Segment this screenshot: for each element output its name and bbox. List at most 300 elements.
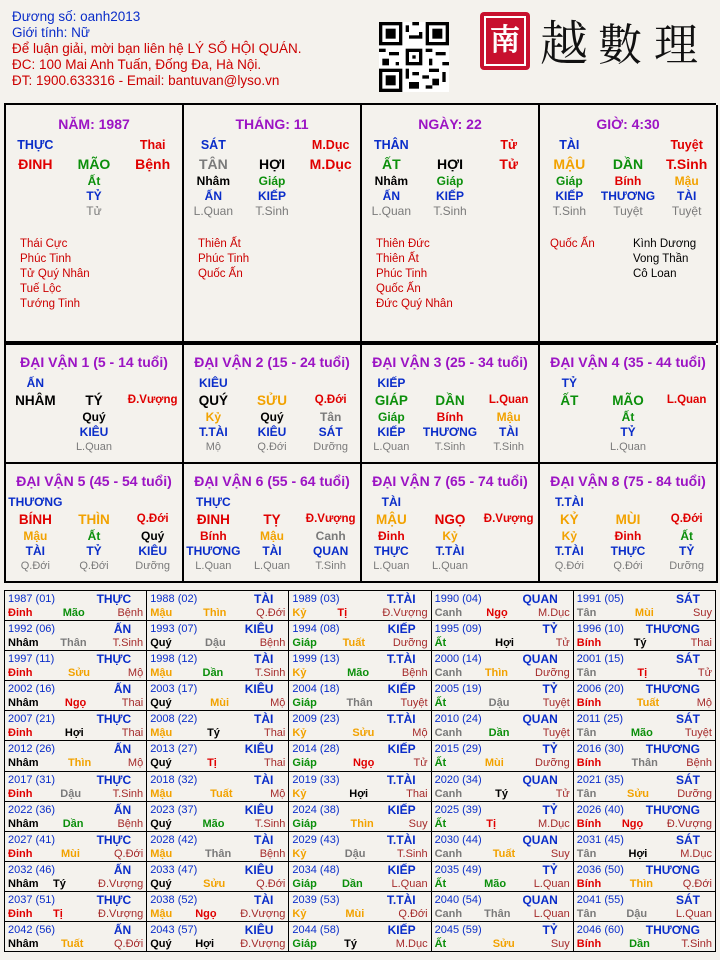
year-vong: Bệnh <box>401 667 428 680</box>
dai-van-can-chi-cell: L.Quan <box>488 394 529 406</box>
dai-van-can-chi <box>184 391 360 410</box>
year-can: Kỷ <box>292 667 307 680</box>
year-chi: Thân <box>60 637 87 650</box>
year-can: Tân <box>576 787 597 800</box>
dai-van-thap-than <box>184 495 360 510</box>
dai-van-tang-can-cell: Kỷ <box>442 529 458 543</box>
pillar-thap-than-cell <box>243 136 302 155</box>
dai-van-tang-can-cell: Bính <box>199 529 227 543</box>
year-chi: Hợi <box>64 727 84 740</box>
year-label: 1998 (12) <box>150 653 198 666</box>
year-thap-than: QUAN <box>522 592 558 606</box>
dai-van-vong-cell <box>540 440 599 455</box>
year-cell <box>5 892 147 922</box>
year-vong: Suy <box>408 817 428 830</box>
year-vong: Thai <box>263 757 286 770</box>
year-cell <box>147 651 289 681</box>
year-thap-than: KIẾP <box>387 742 416 757</box>
year-can: Nhâm <box>8 877 39 890</box>
pillar-thap-than-cell: SÁT <box>200 138 226 152</box>
pillar-tang-than <box>540 189 716 204</box>
year-can: Tân <box>576 907 597 920</box>
year-label: 2012 (26) <box>8 743 56 756</box>
year-can: Giáp <box>292 937 317 950</box>
year-vong: Suy <box>693 607 712 619</box>
year-vong: Tuyệt <box>400 697 428 710</box>
year-cell <box>5 772 147 802</box>
dai-van-vong <box>6 559 182 574</box>
year-can: Bính <box>576 637 602 650</box>
year-label: 2033 (47) <box>150 863 198 876</box>
year-vong: Bệnh <box>686 757 712 770</box>
year-vong: Mộ <box>270 697 286 710</box>
dai-van-tang-can-cell: Mậu <box>496 410 521 424</box>
dai-van-vong <box>184 440 360 455</box>
year-vong: Bệnh <box>259 847 286 860</box>
year-thap-than: ẤN <box>113 622 132 637</box>
year-cell <box>574 651 716 681</box>
year-thap-than: SÁT <box>675 712 700 727</box>
dai-van-can-chi-cell: BÍNH <box>18 512 52 527</box>
dai-van-vong-cell: Mộ <box>205 441 221 453</box>
dai-van-can-chi-cell: MẬU <box>375 512 407 527</box>
year-cell <box>5 711 147 741</box>
year-vong: Q.Đới <box>113 937 144 950</box>
year-vong: Tuyệt <box>684 727 712 740</box>
pillar-stars <box>362 237 538 312</box>
year-thap-than: THƯƠNG <box>645 742 700 757</box>
year-can: Tân <box>576 607 597 619</box>
year-thap-than: QUAN <box>522 652 558 667</box>
year-vong: Mộ <box>127 667 144 680</box>
year-label: 2023 (37) <box>150 803 198 816</box>
year-cell <box>147 922 289 952</box>
year-thap-than: KIÊU <box>244 802 274 817</box>
year-label: 2043 (57) <box>150 923 198 936</box>
year-label: 1987 (01) <box>8 593 56 605</box>
dai-van-thap-than <box>6 376 182 391</box>
dai-van-vong-cell: Q.Đới <box>257 441 287 453</box>
year-thap-than: KIÊU <box>244 622 274 637</box>
year-can: Canh <box>434 727 463 740</box>
dai-van-can-chi-cell: ĐINH <box>196 512 230 527</box>
dai-van-thap-than-cell <box>421 495 480 510</box>
year-cell <box>5 651 147 681</box>
pillar-thap-than-cell <box>65 136 124 155</box>
dai-van-tang-than-cell: TỶ <box>620 425 636 439</box>
year-chi: Mùi <box>345 907 365 920</box>
year-cell <box>574 681 716 711</box>
dai-van-tang-than-cell <box>657 425 716 440</box>
year-cell <box>432 741 574 771</box>
pillar-vong-cell: Tử <box>86 204 102 218</box>
pillar-tang-can-cell: Bính <box>614 174 642 188</box>
year-chi: Thân <box>484 907 511 920</box>
year-vong: T.Sinh <box>681 937 712 950</box>
dai-van-7 <box>362 464 540 583</box>
year-chi: Tý <box>495 787 508 800</box>
year-chi: Sửu <box>67 667 90 680</box>
dai-van-tang-than-cell: THỰC <box>374 544 409 558</box>
year-chi: Dậu <box>344 847 366 860</box>
year-chi: Dần <box>341 877 363 890</box>
dai-van-tang-than-cell: KIÊU <box>79 425 109 439</box>
year-label: 2036 (50) <box>576 863 624 876</box>
year-chi: Thân <box>204 847 232 860</box>
year-can: Ất <box>434 637 447 650</box>
year-cell <box>289 832 431 862</box>
dai-van-vong <box>6 440 182 455</box>
year-can: Quý <box>150 697 172 710</box>
year-label: 2020 (34) <box>434 773 482 786</box>
year-cell <box>432 802 574 832</box>
year-vong: Bệnh <box>117 817 144 830</box>
pillar-tang-can-cell <box>123 174 182 189</box>
year-label: 2032 (46) <box>8 863 56 876</box>
dai-van-tang-can-cell: Kỷ <box>205 410 221 424</box>
dai-van-vong <box>362 440 538 455</box>
phone-email-line: ĐT: 1900.633316 - Email: bantuvan@lyso.vn <box>12 73 280 88</box>
pillar-vong-cell: T.Sinh <box>552 204 586 218</box>
year-chi: Sửu <box>203 877 226 890</box>
pillar-can-chi-cell: ĐINH <box>18 156 53 172</box>
dai-van-tang-than-cell: KIÊU <box>257 425 287 439</box>
pillar-can-chi-cell: M.Dục <box>309 156 352 172</box>
dai-van-vong-cell <box>6 440 65 455</box>
year-can: Canh <box>434 907 463 920</box>
dai-van-thap-than-cell: ẤN <box>26 376 44 390</box>
year-can: Kỷ <box>292 787 307 800</box>
pillar-stars <box>6 237 182 312</box>
year-label: 2007 (21) <box>8 713 56 726</box>
year-chi: Dậu <box>626 907 648 920</box>
year-can: Nhâm <box>8 757 39 770</box>
pillar-can-chi-cell: HỢI <box>437 156 463 172</box>
year-label: 2035 (49) <box>434 863 482 876</box>
year-chi: Dần <box>629 937 650 950</box>
dai-van-tang-can-cell: Canh <box>315 529 346 543</box>
pillar-vong-cell <box>479 204 538 219</box>
year-chi: Ngọ <box>195 907 217 920</box>
year-vong: T.Sinh <box>397 847 428 860</box>
pillar-title: THÁNG: 11 <box>235 116 309 132</box>
year-can: Quý <box>150 937 172 950</box>
dai-van-can-chi-cell: SỬU <box>257 393 287 408</box>
pillar-vong-cell: L.Quan <box>371 204 412 218</box>
year-chi: Tý <box>207 727 220 740</box>
pillar-tang-can <box>362 174 538 189</box>
pillar-tang-can-cell: Ất <box>87 174 101 188</box>
year-cell <box>574 802 716 832</box>
dai-van-can-chi-cell: KỶ <box>559 512 579 527</box>
dai-van-tang-can-cell <box>540 410 599 425</box>
year-label: 2015 (29) <box>434 743 482 756</box>
pillar-title: GIỜ: 4:30 <box>596 116 660 132</box>
year-label: 2029 (43) <box>292 833 340 846</box>
pillar-stars <box>184 237 360 282</box>
year-thap-than: TỶ <box>542 802 558 817</box>
year-can: Nhâm <box>8 637 39 650</box>
year-thap-than: T.TÀI <box>386 892 416 907</box>
year-cell <box>5 591 147 621</box>
year-label: 2002 (16) <box>8 683 56 696</box>
pillar-can-chi-cell: Bệnh <box>135 156 171 172</box>
year-cell <box>289 651 431 681</box>
year-chi: Dần <box>202 667 224 680</box>
year-can: Kỷ <box>292 727 307 740</box>
year-thap-than: THƯƠNG <box>645 682 700 697</box>
dai-van-tang-than-cell: T.TÀI <box>198 425 228 439</box>
dai-van-can-chi <box>6 510 182 529</box>
year-label: 2018 (32) <box>150 773 198 786</box>
year-cell <box>147 621 289 651</box>
year-cell <box>147 862 289 892</box>
dai-van-can-chi-cell: TÝ <box>85 393 103 408</box>
dai-van-tang-can <box>362 529 538 544</box>
svg-text:南: 南 <box>490 23 520 58</box>
dai-van-vong-cell: L.Quan <box>431 560 469 572</box>
year-thap-than: ẤN <box>113 682 132 697</box>
year-vong: Q.Đới <box>682 877 712 890</box>
year-thap-than: KIẾP <box>387 682 416 697</box>
svg-text:越: 越 <box>540 16 589 72</box>
dai-van-tang-than-cell: QUAN <box>312 544 349 558</box>
year-cell <box>147 892 289 922</box>
dai-van-tang-can-cell: Quý <box>82 410 106 424</box>
dai-van-thap-than-cell <box>243 376 302 391</box>
dai-van-thap-than-cell: KIÊU <box>198 376 228 390</box>
dai-van-can-chi <box>6 391 182 410</box>
year-chi: Ngọ <box>352 757 375 770</box>
year-vong: Suy <box>550 937 570 950</box>
year-thap-than: T.TÀI <box>386 712 416 727</box>
year-label: 2037 (51) <box>8 893 56 906</box>
year-vong: Dưỡng <box>677 787 712 800</box>
star-item: Quốc Ấn <box>376 283 421 295</box>
dai-van-tang-can <box>540 410 716 425</box>
year-thap-than: TỶ <box>542 922 558 937</box>
gender: Giới tính: Nữ <box>12 25 90 40</box>
year-can: Kỷ <box>292 847 307 860</box>
year-thap-than: KIẾP <box>387 862 416 877</box>
dai-van-vong-cell: L.Quan <box>373 560 410 572</box>
star-item: Thiên Đức <box>376 238 430 250</box>
dai-van-thap-than-cell: KIẾP <box>377 376 406 390</box>
year-can: Nhâm <box>8 697 39 710</box>
pillar-1 <box>6 105 184 343</box>
year-thap-than: THỰC <box>96 652 132 667</box>
year-vong: Tuyệt <box>542 697 570 710</box>
year-cell <box>5 832 147 862</box>
year-thap-than: KIÊU <box>244 922 274 937</box>
year-can: Mậu <box>150 607 173 619</box>
dai-van-title: ĐẠI VẬN 3 (25 - 34 tuổi) <box>372 354 528 370</box>
pillar-can-chi <box>362 155 538 174</box>
year-vong: Đ.Vượng <box>240 907 286 920</box>
dai-van-vong-cell: Q.Đới <box>613 560 643 572</box>
year-can: Đinh <box>8 787 33 800</box>
year-label: 2001 (15) <box>576 653 624 666</box>
year-vong: Q.Đới <box>398 907 428 920</box>
dai-van-can-chi-cell: Đ.Vượng <box>127 394 178 406</box>
year-thap-than: TÀI <box>254 892 274 907</box>
star-item: Phúc Tinh <box>20 253 72 265</box>
pillar-tang-than-cell <box>479 189 538 204</box>
dai-van-can-chi-cell: MÙI <box>615 512 641 527</box>
year-thap-than: THƯƠNG <box>645 922 700 937</box>
year-label: 2038 (52) <box>150 893 198 906</box>
year-cell <box>289 862 431 892</box>
dai-van-thap-than <box>540 376 716 391</box>
pillar-stars <box>540 237 716 282</box>
year-can: Ất <box>434 697 447 710</box>
dai-van-vong-cell: T.Sinh <box>315 560 346 572</box>
year-chi: Hợi <box>195 937 215 950</box>
star-item: Vong Thần <box>633 253 689 265</box>
dai-van-thap-than-cell <box>657 495 716 510</box>
dai-van-tang-can-cell <box>657 410 716 425</box>
star-item: Tử Quý Nhân <box>20 268 90 280</box>
year-vong: Thai <box>406 787 428 800</box>
year-cell <box>574 862 716 892</box>
year-cell <box>432 651 574 681</box>
dai-van-4 <box>540 345 718 464</box>
pillar-tang-than <box>184 189 360 204</box>
year-can: Bính <box>576 697 602 710</box>
dai-van-vong-cell: L.Quan <box>253 560 291 572</box>
year-label: 1996 (10) <box>576 623 624 636</box>
dai-van-5 <box>6 464 184 583</box>
dai-van-tang-than-cell: KIÊU <box>138 544 167 558</box>
year-can: Kỷ <box>292 907 307 920</box>
year-cell <box>289 711 431 741</box>
dai-van-title: ĐẠI VẬN 8 (75 - 84 tuổi) <box>550 473 706 489</box>
year-can: Canh <box>434 667 463 680</box>
year-chi: Thân <box>631 757 658 770</box>
year-chi: Dậu <box>488 697 510 710</box>
year-label: 2027 (41) <box>8 833 56 846</box>
year-chi: Ngọ <box>486 607 508 619</box>
year-label: 2024 (38) <box>292 803 340 816</box>
pillar-tang-can-cell <box>6 174 65 189</box>
dai-van-thap-than-cell <box>657 376 716 391</box>
dai-van-can-chi-cell: Đ.Vượng <box>483 513 534 525</box>
year-label: 2034 (48) <box>292 863 340 876</box>
year-vong: T.Sinh <box>254 667 286 680</box>
year-chi: Mùi <box>484 757 504 770</box>
year-label: 1992 (06) <box>8 623 56 636</box>
year-chi: Tị <box>637 667 648 680</box>
year-cell <box>574 621 716 651</box>
year-can: Mậu <box>150 667 173 680</box>
dai-van-can-chi-cell: Đ.Vượng <box>305 513 356 525</box>
year-vong: Q.Đới <box>256 877 286 890</box>
year-can: Bính <box>576 817 602 830</box>
pillar-can-chi-cell: TÂN <box>198 156 228 172</box>
year-label: 2000 (14) <box>434 653 482 666</box>
year-label: 2019 (33) <box>292 773 340 786</box>
year-thap-than: T.TÀI <box>386 832 416 847</box>
owner-name: Đương số: oanh2013 <box>12 9 141 24</box>
dai-van-2 <box>184 345 362 464</box>
dai-van-tang-can-cell <box>479 529 538 544</box>
dai-van-can-chi-cell: Q.Đới <box>670 513 703 525</box>
pillar-thap-than <box>362 136 538 155</box>
dai-van-tang-than-cell: TÀI <box>262 544 282 558</box>
pillar-tang-can <box>184 174 360 189</box>
pillar-2 <box>184 105 362 343</box>
year-thap-than: SÁT <box>675 892 700 907</box>
pillar-tang-can-cell <box>479 174 538 189</box>
year-vong: M.Dục <box>538 817 570 830</box>
year-vong: M.Dục <box>395 937 428 950</box>
year-label: 2021 (35) <box>576 773 624 786</box>
year-vong: Q.Đới <box>256 607 286 619</box>
dai-van-tang-than <box>362 544 538 559</box>
year-vong: Mộ <box>412 727 428 740</box>
pillar-can-chi-cell: ẤT <box>381 156 401 172</box>
dai-van-tang-can-cell: Đinh <box>614 529 642 543</box>
year-cell <box>432 892 574 922</box>
pillar-tang-can-cell: Giáp <box>555 174 583 188</box>
year-chi: Sửu <box>352 727 375 740</box>
dai-van-title: ĐẠI VẬN 6 (55 - 64 tuổi) <box>194 473 350 489</box>
year-thap-than: TÀI <box>254 652 274 667</box>
year-can: Nhâm <box>8 937 39 950</box>
dai-van-thap-than-cell: THƯƠNG <box>8 495 63 509</box>
year-thap-than: THƯƠNG <box>645 622 700 637</box>
dai-van-thap-than-cell <box>123 495 182 510</box>
year-chi: Dần <box>62 817 84 830</box>
star-item: Phúc Tinh <box>198 253 250 265</box>
year-thap-than: SÁT <box>675 832 700 847</box>
dai-van-vong <box>540 440 716 455</box>
year-vong: Mộ <box>127 757 144 770</box>
nam-viet-so-ly-logo <box>478 8 714 72</box>
pillar-can-chi-cell: MÃO <box>77 156 111 172</box>
year-chi: Tị <box>53 907 63 920</box>
year-thap-than: THỰC <box>96 892 132 907</box>
pillar-thap-than-cell: Thai <box>139 138 166 152</box>
year-thap-than: KIẾP <box>387 922 416 937</box>
dai-van-can-chi <box>362 510 538 529</box>
dai-van-tang-can-cell: Kỷ <box>561 529 577 543</box>
dai-van-vong-cell: Dưỡng <box>313 441 349 453</box>
address-line: ĐC: 100 Mai Anh Tuấn, Đống Đa, Hà Nội. <box>12 57 262 72</box>
year-thap-than: THƯƠNG <box>645 802 700 817</box>
pillar-tang-than-cell: KIẾP <box>257 189 286 203</box>
pillar-thap-than <box>184 136 360 155</box>
dai-van-tang-can-cell <box>6 410 65 425</box>
pillar-vong-cell: T.Sinh <box>255 204 289 218</box>
year-vong: Thai <box>263 727 286 740</box>
year-label: 2030 (44) <box>434 833 482 846</box>
year-chi: Dậu <box>204 637 226 650</box>
star-item: Kình Dương <box>633 238 697 250</box>
year-vong: Đ.Vượng <box>98 877 144 890</box>
dai-van-vong-cell: Q.Đới <box>554 560 584 572</box>
year-chi: Hợi <box>628 847 648 860</box>
pillar-can-chi <box>184 155 360 174</box>
dai-van-tang-than-cell: T.TÀI <box>435 544 465 558</box>
year-thap-than: QUAN <box>522 712 558 727</box>
star-item: Tuế Lộc <box>20 283 62 295</box>
year-label: 2040 (54) <box>434 893 482 906</box>
year-vong: Thai <box>690 637 712 650</box>
dai-van-title: ĐẠI VẬN 1 (5 - 14 tuổi) <box>20 354 168 370</box>
year-chi: Thìn <box>350 817 374 830</box>
year-cell <box>289 621 431 651</box>
